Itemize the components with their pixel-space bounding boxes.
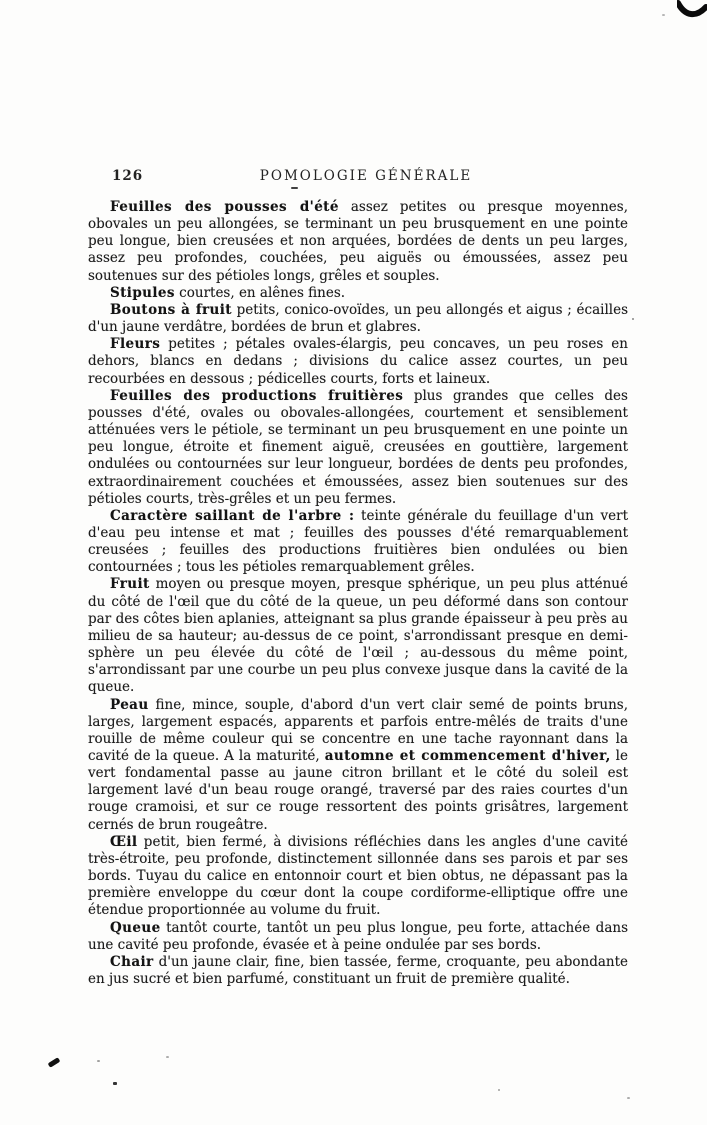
paragraph-lead: Stipules [110,284,175,301]
paragraph-lead: automne et commencement d'hiver, [324,748,611,764]
paragraph-text: petits, conico-ovoïdes, un peu allongés et aigus ; écailles d'un jaune verdâtre, bordées de brun et glabres. [88,301,628,336]
paragraph [88,302,628,336]
ink-speck [632,318,634,320]
paragraph-text: courtes, en alênes fines. [174,284,346,301]
paragraph-text: tantôt courte, tantôt un peu plus longue, peu forte, attachée dans une cavité peu profonde, évasée et à peine ondulée par ses bords. [88,919,628,953]
paragraph-lead: Fruit [110,576,150,593]
paragraph-lead: Caractère saillant de l'arbre : [110,507,355,524]
paragraph [88,954,628,988]
paragraph-text: le vert fondamental passe au jaune citron brillant et le côté du soleil est largement lavé d'un beau rouge orangé, traversé par des raies courtes d'un rouge cramoisi, et sur ce rouge ressortent des points grisâtres, largement cernés de brun rougeâtre. [88,748,628,833]
paragraph-lead: Œil [110,833,138,850]
paragraph [88,199,628,285]
text-block [88,199,628,988]
paragraph-text: moyen ou presque moyen, presque sphérique, un peu plus atténué du côté de l'œil que du côté de la queue, un peu déformé dans son contour par des côtes bien aplanies, atteignant sa plus grande épaisseur à peu près au milieu de sa hauteur; au-dessus de ce point, s'arrondissant presque en demi-sphère un peu élevée du côté de l'œil ; au-dessous du même point, s'arrondissant par une courbe un peu plus convexe jusque dans la cavité de la queue. [88,576,628,696]
paragraph-lead: Chair [110,953,154,970]
page-curl-mark-icon [677,0,707,22]
paragraph-text: d'un jaune clair, fine, bien tassée, ferme, croquante, peu abondante en jus sucré et bien parfumé, constituant un fruit de première qualité. [88,953,628,988]
ink-speck [97,1060,100,1062]
paragraph-lead: Peau [110,696,149,713]
paragraph-lead: Fleurs [110,336,161,353]
ink-speck [113,1082,117,1085]
paragraph-text: teinte générale du feuillage d'un vert d'eau peu intense et mat ; feuilles des pousses d'été remarquablement creusées ; feuilles des productions fruitières bien ondulées ou bien contournées ; tous les pétioles remarquablement grêles. [88,507,628,576]
paragraph-text: petit, bien fermé, à divisions réfléchies dans les angles d'une cavité très-étroite, peu profonde, distinctement sillonnée dans ses parois et par ses bords. Tuyau du calice en entonnoir court et bien obtus, ne dépassant pas la première enveloppe du cœur dont la coupe cordiforme-elliptique offre une étendue proportionnée au volume du fruit. [88,833,628,919]
paragraph [88,508,628,577]
paragraph-lead: Feuilles des productions fruitières [110,387,404,404]
running-header-title: POMOLOGIE GÉNÉRALE [259,168,473,184]
paragraph [88,576,628,696]
paragraph-text: assez petites ou presque moyennes, obovales un peu allongées, se terminant un peu brusquement en une pointe peu longue, bien creusées et non arquées, bordées de dents un peu larges, assez peu profondes, couchées, peu aiguës ou émoussées, assez peu soutenues sur des pétioles longs, grêles et souples. [88,199,628,284]
paragraph-text: plus grandes que celles des pousses d'été, ovales ou obovales-allongées, courtement et sensiblement atténuées vers le pétiole, se terminant un peu brusquement en une pointe un peu longue, étroite et finement aiguë, creusées en gouttière, largement ondulées ou contournées sur leur longueur, bordées de dents peu profondes, extraordinairement couchées et émoussées, assez bien soutenues sur des pétioles courts, très-grêles et un peu fermes. [88,387,628,507]
paragraph [88,388,628,508]
paragraph [88,336,628,387]
ink-speck [291,187,298,189]
ink-speck [48,1057,61,1068]
paragraph [88,920,628,954]
paragraph-lead: Boutons à fruit [110,301,232,318]
paragraph-text: petites ; pétales ovales-élargis, peu concaves, un peu roses en dehors, blancs en dedans ; divisions du calice assez courtes, un peu recourbées en dessous ; pédicelles courts, forts et laineux. [88,336,628,387]
paragraph-lead: Feuilles des pousses d'été [110,199,339,215]
ink-speck [498,1089,500,1091]
ink-speck [627,1097,630,1099]
paragraph [88,834,628,920]
paragraph-text: fine, mince, souple, d'abord d'un vert clair semé de points bruns, larges, largement espacés, apparents et parfois entre-mêlés de traits d'une rouille de même couleur qui se concentre en une tache rayonnant dans la cavité de la queue. A la maturité, [88,696,628,764]
paragraph-lead: Queue [110,919,161,936]
paragraph [88,697,628,834]
paragraph [88,285,628,302]
page-number: 126 [112,168,144,184]
ink-speck [166,1056,169,1058]
ink-speck [662,14,665,16]
